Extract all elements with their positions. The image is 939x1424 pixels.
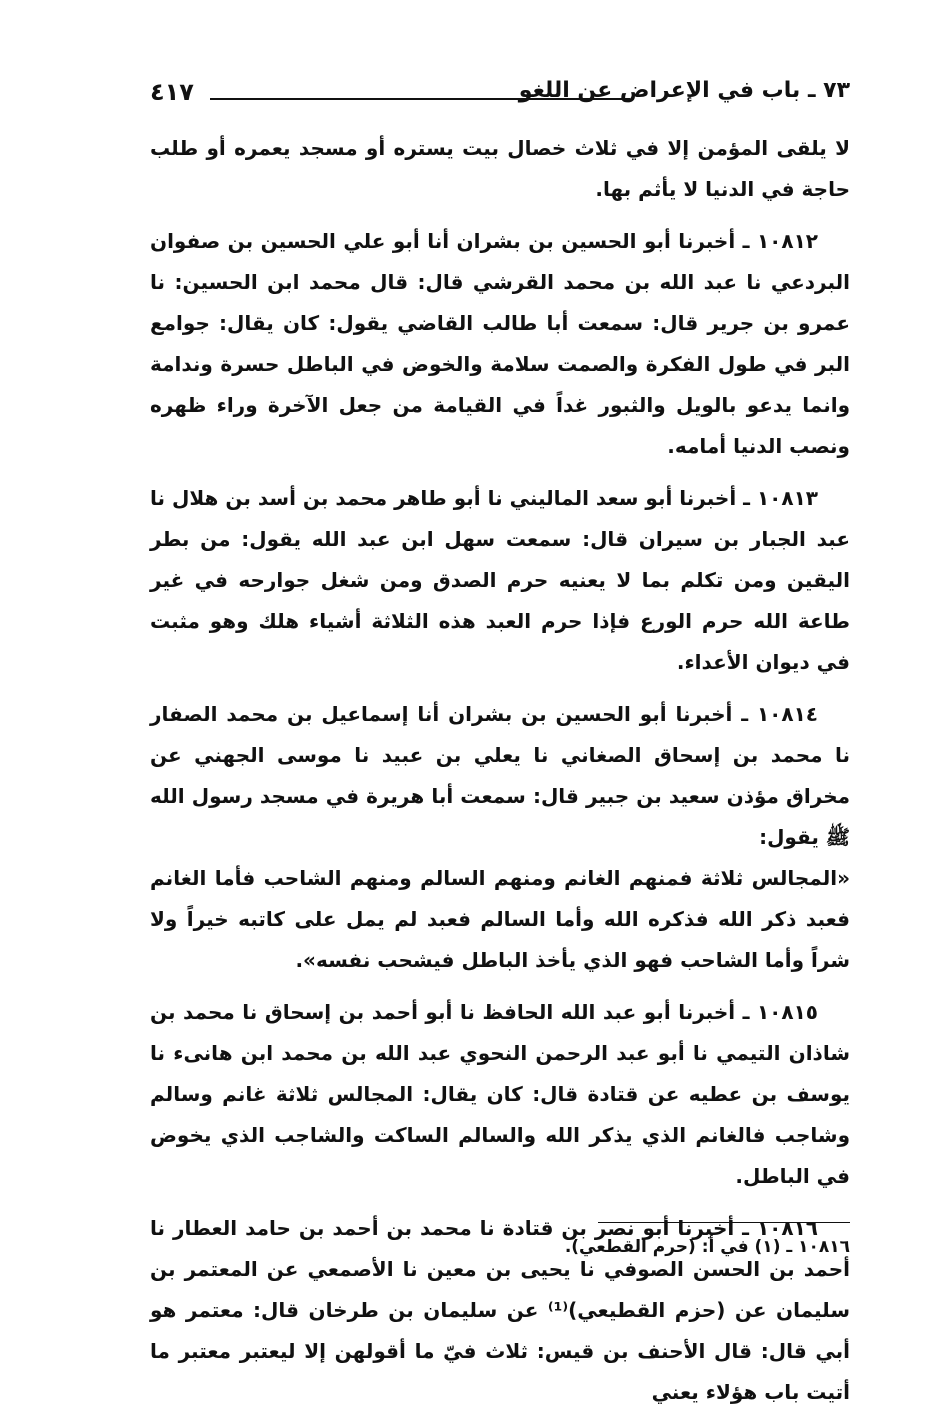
footnote: ١٠٨١٦ ـ (١) في أ: (حرم القطعي). [564, 1237, 850, 1257]
footnote-divider [598, 1222, 850, 1223]
hadith-10814-quote: «المجالس ثلاثة فمنهم الغانم ومنهم السالم ومنهم الشاحب فأما الغانم فعبد ذكر الله فذكره الله وأما السالم فعبد لم يمل على كاتبه خيراً ولا شراً وأما الشاحب فهو الذي يأخذ الباطل فيشحب نفسه». [150, 866, 850, 972]
hadith-10815: ١٠٨١٥ ـ أخبرنا أبو عبد الله الحافظ نا أبو أحمد بن إسحاق نا محمد بن شاذان التيمي نا أبو عبد الرحمن النحوي عبد الله بن محمد ابن هانىء نا يوسف بن عطيه عن قتادة قال: كان يقال: المجالس ثلاثة غانم وسالم وشاجب فالغانم الذي يذكر الله والسالم الساكت والشاجب الذي يخوض في الباطل. [150, 1000, 850, 1188]
page-number: ٤١٧ [150, 78, 194, 106]
hadith-10816: ١٠٨١٦ ـ أخبرنا أبو نصر بن قتادة نا محمد بن أحمد بن حامد العطار نا أحمد بن الحسن الصوفي نا يحيى بن معين نا الأصمعي عن المعتمر بن سليمان عن (حزم القطيعي)⁽¹⁾ عن سليمان بن طرخان قال: معتمر هو أبي قال: قال الأحنف بن قيس: ثلاث فيّ ما أقولهن إلا ليعتبر معتبر ما أتيت باب هؤلاء يعني [150, 1216, 850, 1404]
header-divider [210, 98, 630, 100]
hadith-10812: ١٠٨١٢ ـ أخبرنا أبو الحسين بن بشران أنا أبو علي الحسين بن صفوان البردعي نا عبد الله بن محمد القرشي قال: قال محمد ابن الحسين: نا عمرو بن جرير قال: سمعت أبا طالب القاضي يقول: كان يقال: جوامع البر في طول الفكرة والصمت سلامة والخوض في الباطل حسرة وندامة وانما يدعو بالويل والثبور غداً في القيامة من جعل الآخرة وراء ظهره ونصب الدنيا أمامه. [150, 229, 850, 458]
hadith-10814: ١٠٨١٤ ـ أخبرنا أبو الحسين بن بشران أنا إسماعيل بن محمد الصفار نا محمد بن إسحاق الصغاني نا يعلي بن عبيد نا موسى الجهني عن مخراق مؤذن سعيد بن جبير قال: سمعت أبا هريرة في مسجد رسول الله ﷺ يقول: [150, 702, 850, 849]
main-text [150, 128, 850, 1424]
chapter-title: ٧٣ ـ باب في الإعراض عن اللغو [518, 78, 850, 103]
paragraph-continuation: لا يلقى المؤمن إلا في ثلاث خصال بيت يستره أو مسجد يعمره أو طلب حاجة في الدنيا لا يأثم بها. [150, 136, 850, 201]
page-header [150, 78, 850, 118]
hadith-10813: ١٠٨١٣ ـ أخبرنا أبو سعد الماليني نا أبو طاهر محمد بن أسد بن هلال نا عبد الجبار بن سيران قال: سمعت سهل ابن عبد الله يقول: من بطر اليقين ومن تكلم بما لا يعنيه حرم الصدق ومن شغل جوارحه في غير طاعة الله حرم الورع فإذا حرم العبد هذه الثلاثة أشياء هلك وهو مثبت في ديوان الأعداء. [150, 486, 850, 674]
